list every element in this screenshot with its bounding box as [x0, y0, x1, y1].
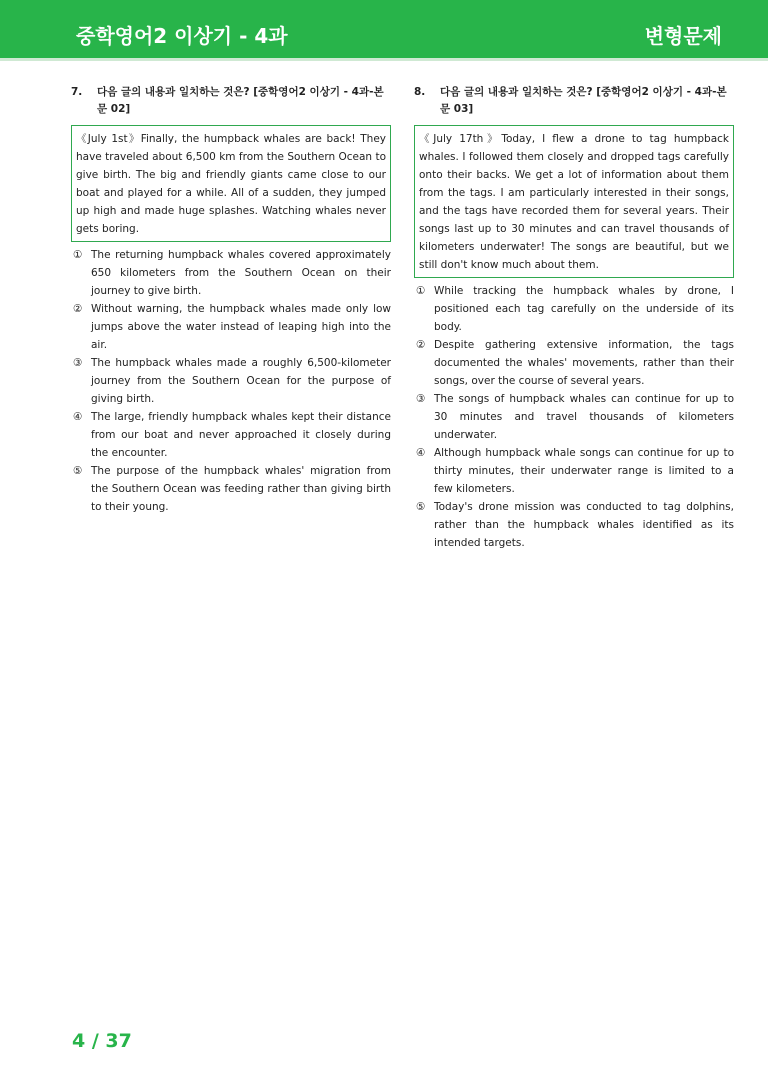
- choice-text: Without warning, the humpback whales made only low jumps above the water instead of leaping high into the air.: [91, 303, 391, 351]
- choice-text: Today's drone mission was conducted to tag dolphins, rather than the humpback whales identified as its intended targets.: [434, 501, 734, 549]
- question-prompt: 다음 글의 내용과 일치하는 것은? [중학영어2 이상기 - 4과-본문 03]: [440, 86, 727, 115]
- question-heading: [71, 84, 391, 118]
- choice-text: Although humpback whale songs can continue for up to thirty minutes, their underwater range is limited to a few kilometers.: [434, 447, 734, 495]
- passage-box: 《July 17th》Today, I flew a drone to tag humpback whales. I followed them closely and dropped tags carefully onto their backs. We get a lot of information about them from the tags. I am particularly interested in their songs, and the tags have recorded them for several years. Their songs last up to 30 minutes and can travel thousands of kilometers underwater! The songs are beautiful, but we still don't know much about them.: [414, 125, 734, 278]
- header-bar: [0, 0, 768, 58]
- choice-marker: ⑤: [73, 465, 83, 477]
- choice-marker: ④: [73, 411, 83, 423]
- choice-5[interactable]: [71, 462, 391, 516]
- question-heading: [414, 84, 734, 118]
- choice-marker: ③: [73, 357, 83, 369]
- question-prompt: 다음 글의 내용과 일치하는 것은? [중학영어2 이상기 - 4과-본문 02]: [97, 86, 384, 115]
- question-8: [414, 84, 734, 552]
- question-number: 7.: [71, 86, 83, 98]
- choice-text: The returning humpback whales covered approximately 650 kilometers from the Southern Ocean on their journey to give birth.: [91, 249, 391, 297]
- choice-text: Despite gathering extensive information, the tags documented the whales' movements, rather than their songs, over the course of several years.: [434, 339, 734, 387]
- choice-text: While tracking the humpback whales by drone, I positioned each tag carefully on the underside of its body.: [434, 285, 734, 333]
- choice-4[interactable]: [414, 444, 734, 498]
- header-divider: [0, 58, 768, 61]
- question-number: 8.: [414, 86, 426, 98]
- choice-2[interactable]: [414, 336, 734, 390]
- choice-2[interactable]: [71, 300, 391, 354]
- passage-box: 《July 1st》Finally, the humpback whales are back! They have traveled about 6,500 km from the Southern Ocean to give birth. The big and friendly giants came close to our boat and played for a while. All of a sudden, they jumped up high and made huge splashes. Watching whales never gets boring.: [71, 125, 391, 242]
- choice-3[interactable]: [414, 390, 734, 444]
- question-7: [71, 84, 391, 516]
- choice-marker: ③: [416, 393, 426, 405]
- header-title: 중학영어2 이상기 - 4과: [76, 24, 288, 48]
- choice-text: The humpback whales made a roughly 6,500-kilometer journey from the Southern Ocean for the purpose of giving birth.: [91, 357, 391, 405]
- page-number: 4 / 37: [72, 1030, 132, 1052]
- choice-text: The large, friendly humpback whales kept their distance from our boat and never approached it closely during the encounter.: [91, 411, 391, 459]
- choice-marker: ①: [416, 285, 426, 297]
- choice-5[interactable]: [414, 498, 734, 552]
- choice-marker: ④: [416, 447, 426, 459]
- choice-text: The purpose of the humpback whales' migration from the Southern Ocean was feeding rather than giving birth to their young.: [91, 465, 391, 513]
- choice-3[interactable]: [71, 354, 391, 408]
- choice-marker: ①: [73, 249, 83, 261]
- choice-1[interactable]: [414, 282, 734, 336]
- choice-marker: ②: [73, 303, 83, 315]
- choice-4[interactable]: [71, 408, 391, 462]
- choice-1[interactable]: [71, 246, 391, 300]
- header-category: 변형문제: [644, 24, 722, 48]
- choice-text: The songs of humpback whales can continue for up to 30 minutes and travel thousands of kilometers underwater.: [434, 393, 734, 441]
- choice-marker: ②: [416, 339, 426, 351]
- choice-marker: ⑤: [416, 501, 426, 513]
